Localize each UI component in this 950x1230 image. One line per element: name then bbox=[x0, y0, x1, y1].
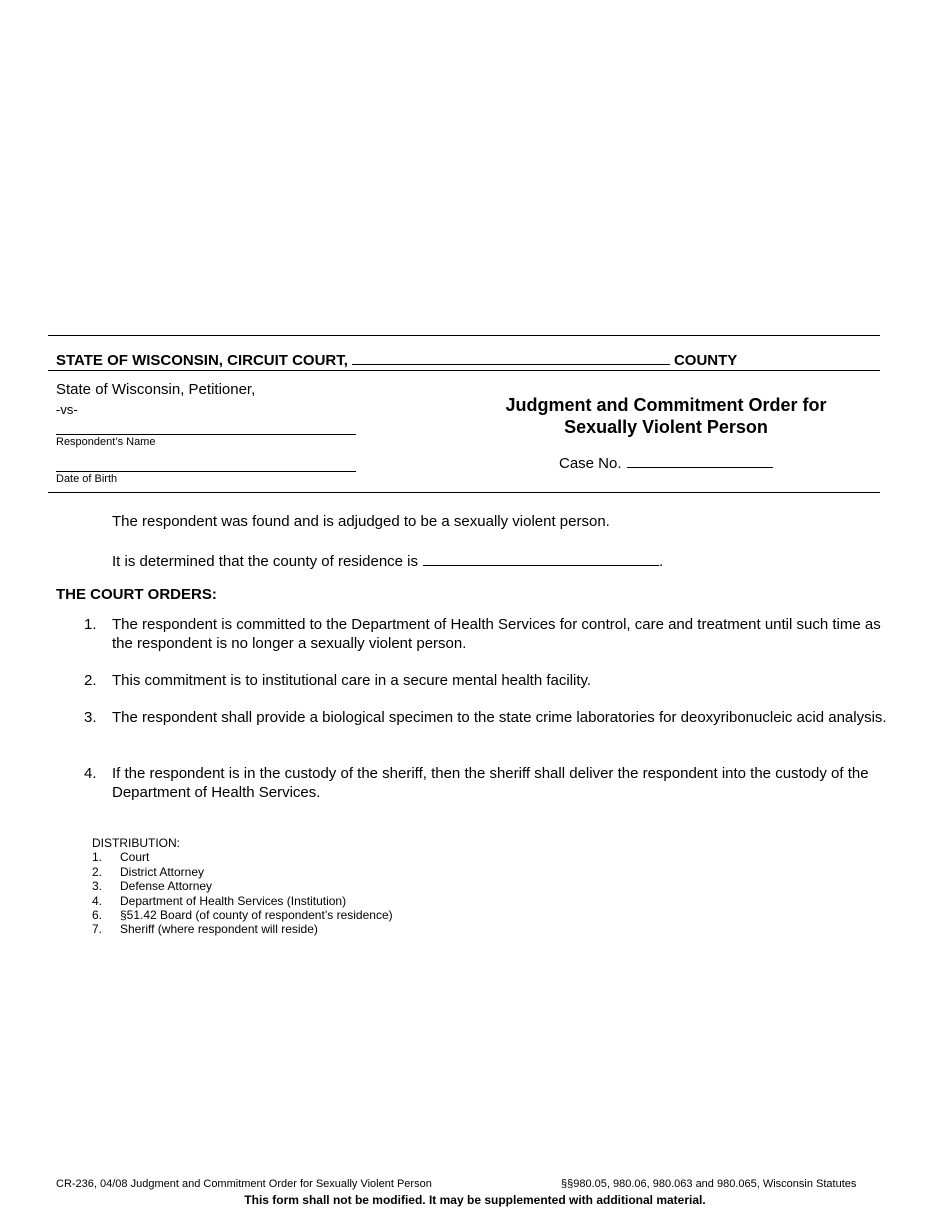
distribution-text: Sheriff (where respondent will reside) bbox=[120, 922, 318, 937]
order-text: If the respondent is in the custody of the sheriff, then the sheriff shall deliver the respondent into the custody of the Department of Health Services. bbox=[112, 765, 869, 801]
order-number: 1. bbox=[84, 616, 97, 633]
caption-top-rule bbox=[48, 335, 880, 336]
case-number bbox=[559, 452, 773, 472]
distribution-item bbox=[92, 850, 180, 864]
versus-text: -vs- bbox=[56, 402, 78, 417]
distribution-text: Department of Health Services (Institution) bbox=[120, 893, 347, 908]
respondent-name-label: Respondent’s Name bbox=[56, 436, 156, 448]
distribution-number: 7. bbox=[92, 922, 103, 937]
order-number: 4. bbox=[84, 765, 97, 782]
county-field[interactable] bbox=[352, 348, 670, 365]
date-of-birth-label: Date of Birth bbox=[56, 473, 118, 485]
county-residence-suffix: . bbox=[659, 553, 664, 570]
distribution-text: Defense Attorney bbox=[120, 879, 213, 894]
order-number: 2. bbox=[84, 672, 97, 689]
distribution-number: 1. bbox=[92, 850, 103, 865]
finding-adjudged: The respondent was found and is adjudged to be a sexually violent person. bbox=[112, 513, 610, 530]
statute-reference: §§980.05, 980.06, 980.063 and 980.065, Wisconsin Statutes bbox=[561, 1178, 857, 1190]
form-identifier: CR-236, 04/08 Judgment and Commitment Order for Sexually Violent Person bbox=[56, 1178, 432, 1190]
date-of-birth-field[interactable] bbox=[56, 471, 356, 472]
distribution-item bbox=[92, 893, 347, 908]
distribution-item bbox=[92, 864, 205, 879]
case-number-label: Case No. bbox=[559, 455, 622, 472]
case-number-field[interactable] bbox=[627, 452, 773, 468]
document-title-line-2: Sexually Violent Person bbox=[564, 417, 768, 437]
county-residence-prefix: It is determined that the county of residence is bbox=[112, 553, 418, 570]
distribution-text: District Attorney bbox=[120, 864, 205, 879]
order-text: The respondent shall provide a biological specimen to the state crime laboratories for deoxyribonucleic acid analysis. bbox=[112, 709, 887, 726]
order-item bbox=[56, 708, 896, 746]
order-text: The respondent is committed to the Department of Health Services for control, care and treatment until such time as the respondent is no longer a sexually violent person. bbox=[112, 616, 881, 652]
distribution-item bbox=[92, 879, 213, 894]
distribution-number: 4. bbox=[92, 893, 103, 908]
order-item bbox=[56, 764, 896, 802]
respondent-name-field[interactable] bbox=[56, 434, 356, 435]
distribution-number: 6. bbox=[92, 907, 103, 922]
finding-county-of-residence bbox=[112, 549, 663, 571]
county-label: COUNTY bbox=[673, 352, 738, 369]
order-item bbox=[56, 671, 896, 690]
distribution-list bbox=[92, 836, 393, 937]
court-label: STATE OF WISCONSIN, CIRCUIT COURT, bbox=[56, 352, 348, 369]
distribution-number: 2. bbox=[92, 864, 103, 879]
document-title bbox=[460, 394, 872, 438]
modification-notice: This form shall not be modified. It may be supplemented with additional material. bbox=[244, 1193, 706, 1207]
order-number: 3. bbox=[84, 709, 97, 726]
distribution-item bbox=[92, 922, 318, 937]
caption-bottom-rule bbox=[48, 492, 880, 493]
caption-court-rule bbox=[48, 370, 880, 371]
distribution-text: §51.42 Board (of county of respondent’s residence) bbox=[120, 907, 393, 922]
court-county-line bbox=[56, 348, 737, 369]
county-residence-field[interactable] bbox=[423, 549, 659, 566]
document-title-line-1: Judgment and Commitment Order for bbox=[505, 395, 827, 415]
order-item bbox=[56, 615, 896, 653]
distribution-heading: DISTRIBUTION: bbox=[92, 836, 181, 850]
distribution-text: Court bbox=[120, 850, 150, 865]
court-orders-heading: THE COURT ORDERS: bbox=[56, 586, 217, 603]
petitioner-text: State of Wisconsin, Petitioner, bbox=[56, 381, 256, 398]
order-text: This commitment is to institutional care in a secure mental health facility. bbox=[112, 672, 592, 689]
distribution-item bbox=[92, 907, 393, 922]
distribution-number: 3. bbox=[92, 879, 103, 894]
